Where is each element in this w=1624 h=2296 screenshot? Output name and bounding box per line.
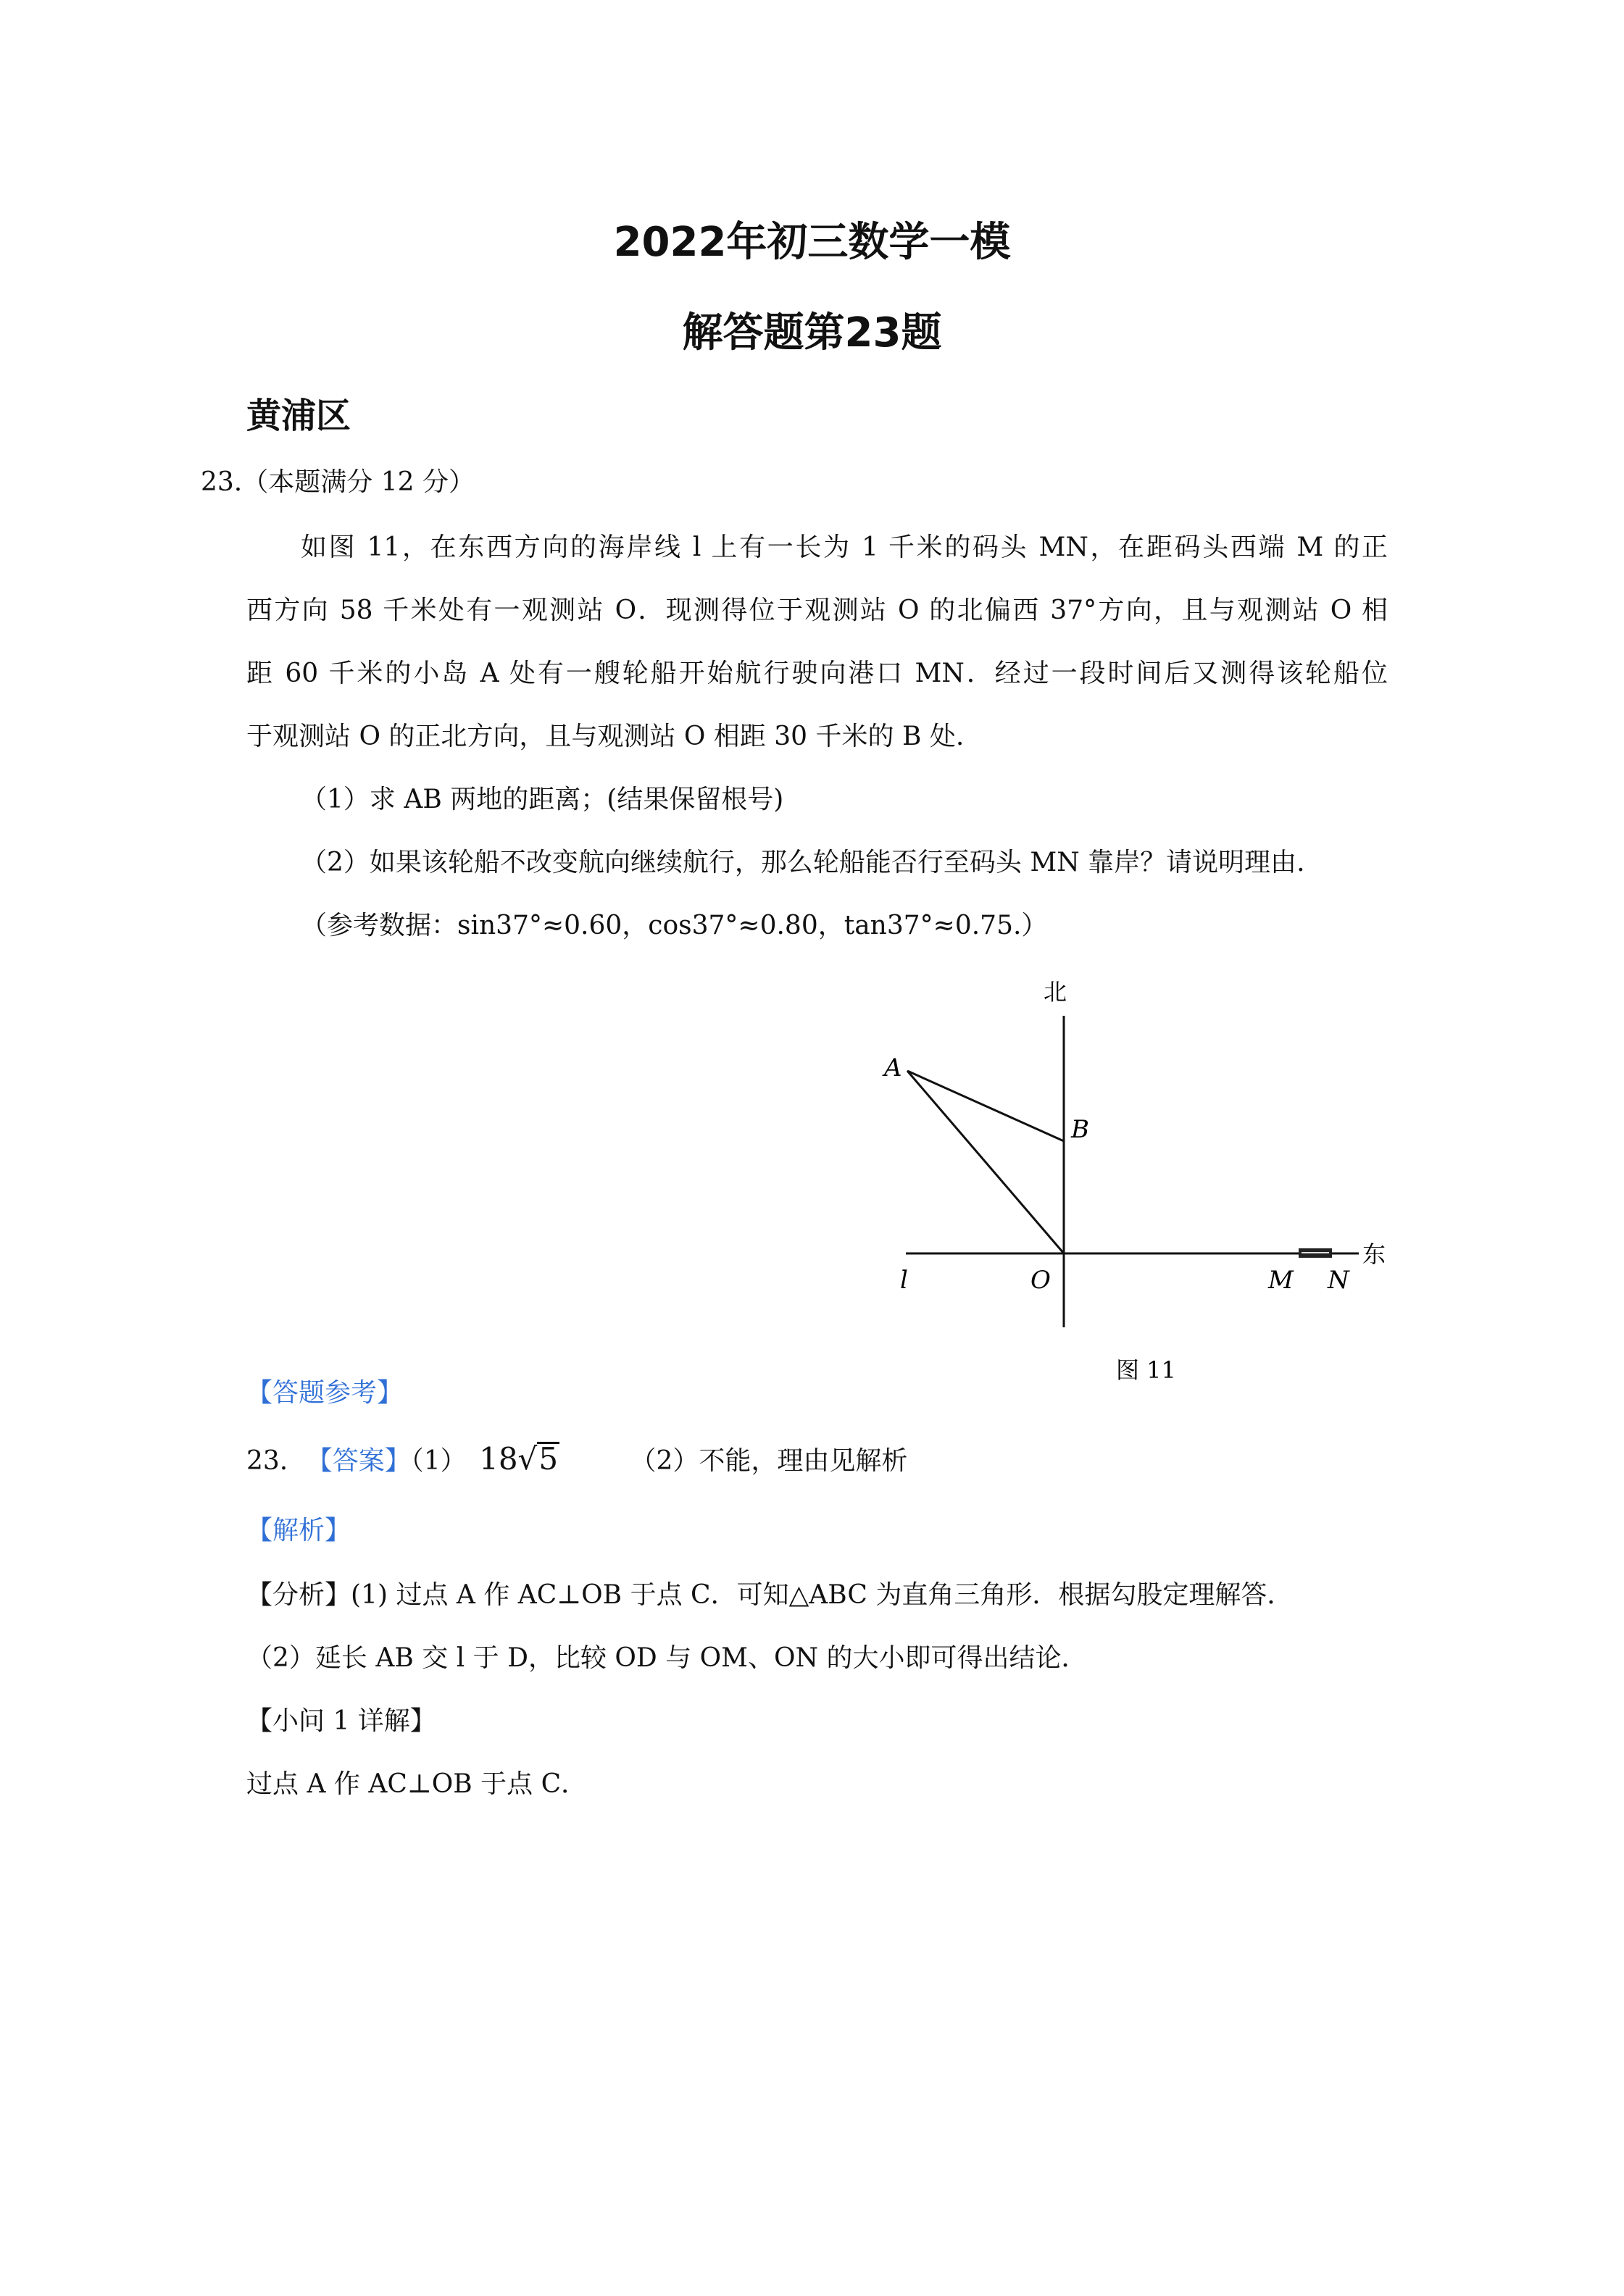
label-east: 东 (1362, 1240, 1386, 1268)
question-line-1: 如图 11，在东西方向的海岸线 l 上有一长为 1 千米的码头 MN，在距码头西端 M 的正 (301, 533, 1388, 562)
label-north: 北 (1044, 978, 1067, 1006)
page-subtitle: 解答题第23题 (682, 309, 942, 356)
label-M: M (1268, 1266, 1294, 1295)
page-title: 2022年初三数学一模 (613, 219, 1011, 266)
analysis-line-2: （2）延长 AB 交 l 于 D，比较 OD 与 OM、ON 的大小即可得出结论． (246, 1643, 1088, 1673)
question-line-4: 于观测站 O 的正北方向，且与观测站 O 相距 30 千米的 B 处. (246, 722, 965, 751)
reference-data: （参考数据：sin37°≈0.60，cos37°≈0.80，tan37°≈0.75.） (301, 911, 1048, 940)
label-l: l (900, 1266, 908, 1295)
segment-AO (907, 1071, 1064, 1253)
answer-part1-label: （1） (410, 1446, 467, 1476)
question-number: 23.（本题满分 12 分） (201, 467, 475, 497)
analysis-line-1: 【分析】(1) 过点 A 作 AC⊥OB 于点 C．可知△ABC 为直角三角形．根据勾股定理解答． (246, 1580, 1294, 1610)
label-N: N (1328, 1266, 1349, 1295)
sub-question-1: （1）求 AB 两地的距离；(结果保留根号) (301, 785, 784, 814)
label-A: A (884, 1053, 902, 1082)
sub-question-2: （2）如果该轮船不改变航向继续航行，那么轮船能否行至码头 MN 靠岸？请说明理由. (301, 848, 1305, 877)
segment-AB (907, 1071, 1064, 1141)
answer-prefix: 23. (246, 1446, 288, 1476)
figure-caption: 图 11 (1116, 1356, 1176, 1384)
answer-line (246, 1441, 908, 1477)
analysis-label: 【解析】 (246, 1516, 351, 1545)
district-heading: 黄浦区 (246, 396, 351, 436)
question-line-2: 西方向 58 千米处有一观测站 O．现测得位于观测站 O 的北偏西 37°方向，且与观测站 O 相 (246, 596, 1388, 625)
label-B: B (1071, 1115, 1089, 1144)
sqrt-symbol: √5 (517, 1441, 559, 1477)
answer-reference-label: 【答题参考】 (246, 1378, 404, 1408)
figure-11-diagram (870, 964, 1464, 1413)
label-O: O (1030, 1266, 1051, 1295)
detail-label: 【小问 1 详解】 (246, 1706, 436, 1736)
detail-line-1: 过点 A 作 AC⊥OB 于点 C． (246, 1769, 588, 1799)
question-line-3: 距 60 千米的小岛 A 处有一艘轮船开始航行驶向港口 MN．经过一段时间后又测得该轮船位 (246, 659, 1388, 688)
answer-part2: （2）不能，理由见解析 (630, 1446, 908, 1476)
answer-tag: 【答案】 (306, 1446, 411, 1476)
answer-radicand: 5 (538, 1441, 559, 1477)
answer-coefficient: 18 (479, 1441, 518, 1477)
